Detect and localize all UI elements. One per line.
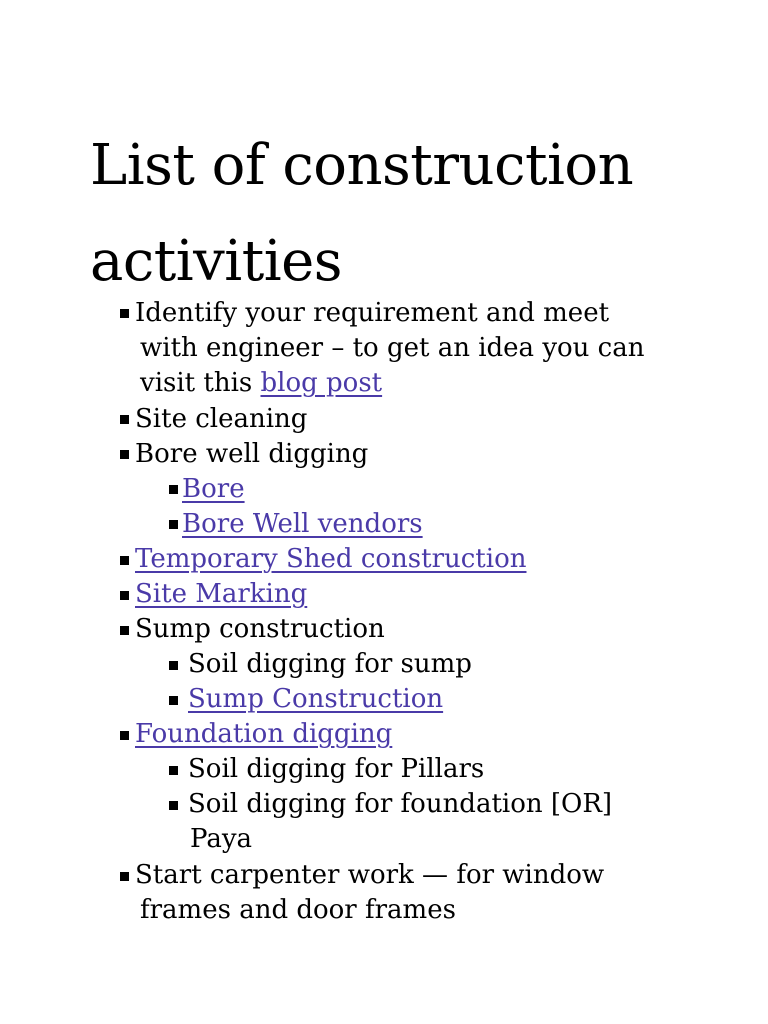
bullet-icon xyxy=(169,766,178,775)
list-item-text-cont: frames and door frames xyxy=(140,895,456,925)
list-item-text-cont: Paya xyxy=(190,824,253,854)
bullet-icon xyxy=(120,450,129,459)
bullet-icon xyxy=(120,309,129,318)
list-item-text: Soil digging for foundation [OR] xyxy=(188,789,613,819)
bullet-icon xyxy=(120,872,129,881)
bullet-icon xyxy=(120,556,129,565)
bullet-icon xyxy=(169,801,178,810)
sump-construction-link[interactable]: Sump Construction xyxy=(188,684,444,714)
bullet-icon xyxy=(120,731,129,740)
list-item-text-prefix: visit this xyxy=(140,368,261,398)
bullet-icon xyxy=(120,415,129,424)
bore-link[interactable]: Bore xyxy=(182,474,245,504)
list-item-text-cont: with engineer – to get an idea you can xyxy=(140,333,645,363)
list-item-text: Sump construction xyxy=(135,614,385,644)
list-item-text: Site cleaning xyxy=(135,404,308,434)
list-item-text: Soil digging for Pillars xyxy=(188,754,485,784)
temporary-shed-link[interactable]: Temporary Shed construction xyxy=(135,544,527,574)
list-item-text: Start carpenter work — for window xyxy=(135,860,605,890)
bullet-icon xyxy=(169,485,178,494)
site-marking-link[interactable]: Site Marking xyxy=(135,579,308,609)
bullet-icon xyxy=(120,591,129,600)
list-item-text-cont xyxy=(140,366,382,401)
blog-post-link[interactable]: blog post xyxy=(260,368,383,398)
list-item-text: Bore well digging xyxy=(135,439,369,469)
list-item-text: Identify your requirement and meet xyxy=(135,298,610,328)
bullet-icon xyxy=(169,696,178,705)
bullet-icon xyxy=(120,626,129,635)
page-title: List of construction activities xyxy=(90,133,634,294)
list-item-text: Soil digging for sump xyxy=(188,649,472,679)
bullet-icon xyxy=(169,661,178,670)
foundation-digging-link[interactable]: Foundation digging xyxy=(135,719,393,749)
bore-well-vendors-link[interactable]: Bore Well vendors xyxy=(182,509,423,539)
bullet-icon xyxy=(169,520,178,529)
